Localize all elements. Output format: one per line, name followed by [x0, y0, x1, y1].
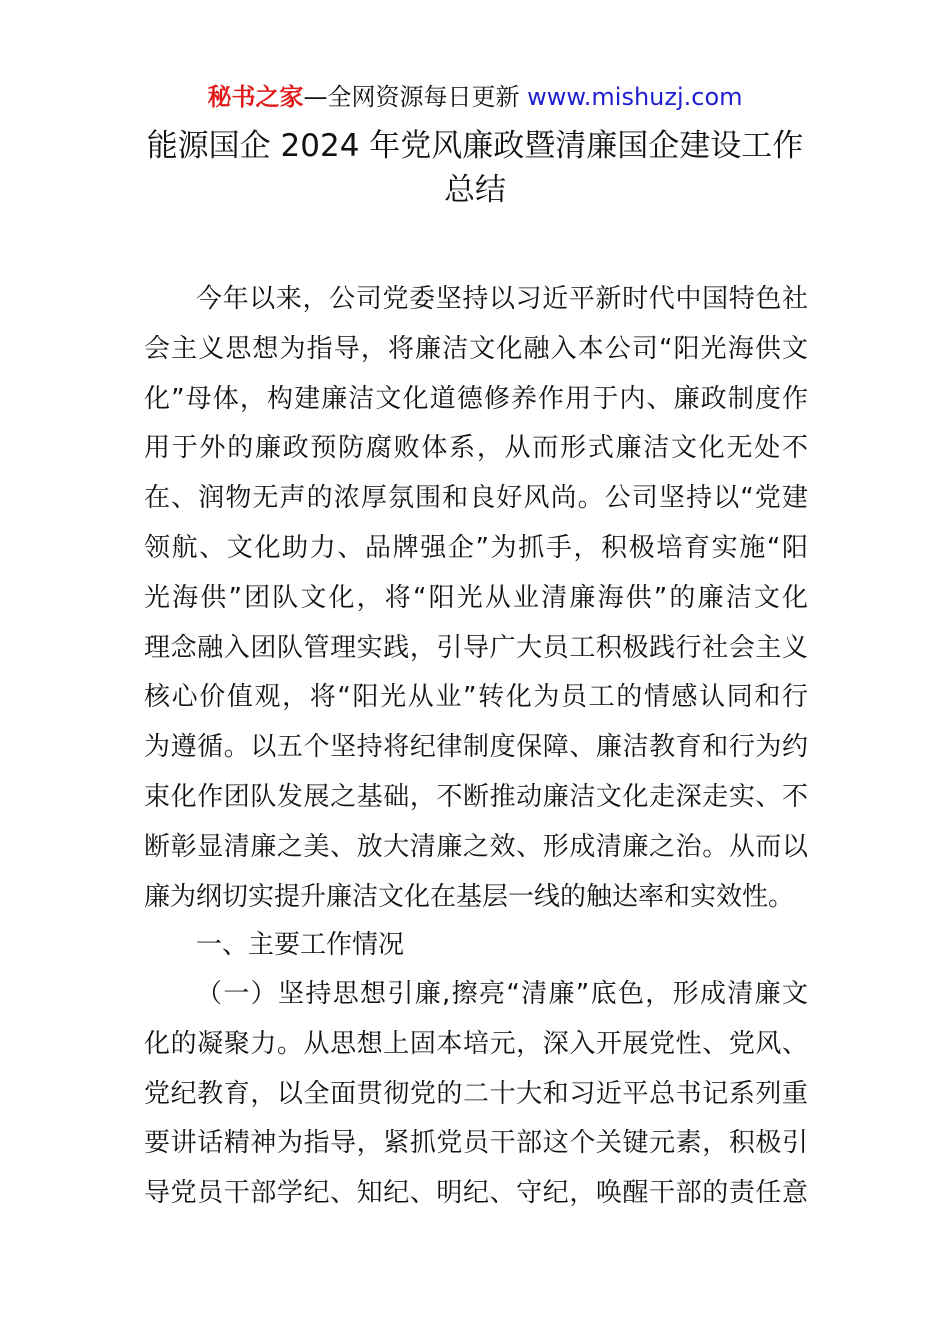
paragraph-line: 领航、文化助力、品牌强企”为抓手，积极培育实施“阳 — [144, 532, 808, 563]
paragraph-line: 理念融入团队管理实践，引导广大员工积极践行社会主义 — [144, 632, 808, 663]
paragraph-line: 会主义思想为指导，将廉洁文化融入本公司“阳光海供文 — [144, 333, 808, 364]
paragraph-line: 为遵循。以五个坚持将纪律制度保障、廉洁教育和行为约 — [144, 732, 808, 763]
section-paragraph — [144, 970, 808, 1219]
paragraph-line: 要讲话精神为指导，紧抓党员干部这个关键元素，积极引 — [144, 1128, 808, 1159]
paragraph-line: 化的凝聚力。从思想上固本培元，深入开展党性、党风、 — [144, 1028, 808, 1059]
section-heading — [144, 921, 808, 971]
paragraph-line: 核心价值观，将“阳光从业”转化为员工的情感认同和行 — [144, 682, 808, 713]
paragraph-line: 今年以来，公司党委坚持以习近平新时代中国特色社 — [196, 284, 808, 314]
paragraph-line: 束化作团队发展之基础，不断推动廉洁文化走深走实、不 — [144, 781, 808, 812]
intro-paragraph — [144, 275, 808, 922]
paragraph-line: 在、润物无声的浓厚氛围和良好风尚。公司坚持以“党建 — [144, 483, 808, 514]
site-banner — [0, 80, 950, 114]
paragraph-line: 断彰显清廉之美、放大清廉之效、形成清廉之治。从而以 — [144, 831, 808, 862]
paragraph-line: 党纪教育，以全面贯彻党的二十大和习近平总书记系列重 — [144, 1078, 808, 1109]
paragraph-line: 用于外的廉政预防腐败体系，从而形式廉洁文化无处不 — [144, 433, 808, 464]
document-title — [100, 124, 850, 212]
section-heading-text: 一、主要工作情况 — [196, 930, 405, 960]
site-brand: 秘书之家 — [207, 83, 304, 111]
paragraph-line: 导党员干部学纪、知纪、明纪、守纪，唤醒干部的责任意 — [144, 1178, 808, 1209]
site-url-link[interactable]: www.mishuzj.com — [527, 83, 743, 111]
title-line: 总结 — [444, 172, 506, 208]
paragraph-line: 化”母体，构建廉洁文化道德修养作用于内、廉政制度作 — [144, 383, 808, 414]
paragraph-line: 光海供”团队文化，将“阳光从业清廉海供”的廉洁文化 — [144, 582, 808, 613]
title-line: 能源国企 2024 年党风廉政暨清廉国企建设工作 — [146, 128, 804, 164]
paragraph-line: 廉为纲切实提升廉洁文化在基层一线的触达率和实效性。 — [144, 881, 795, 912]
paragraph-line: （一）坚持思想引廉,擦亮“清廉”底色，形成清廉文 — [196, 979, 808, 1009]
site-tagline: —全网资源每日更新 — [303, 83, 528, 111]
